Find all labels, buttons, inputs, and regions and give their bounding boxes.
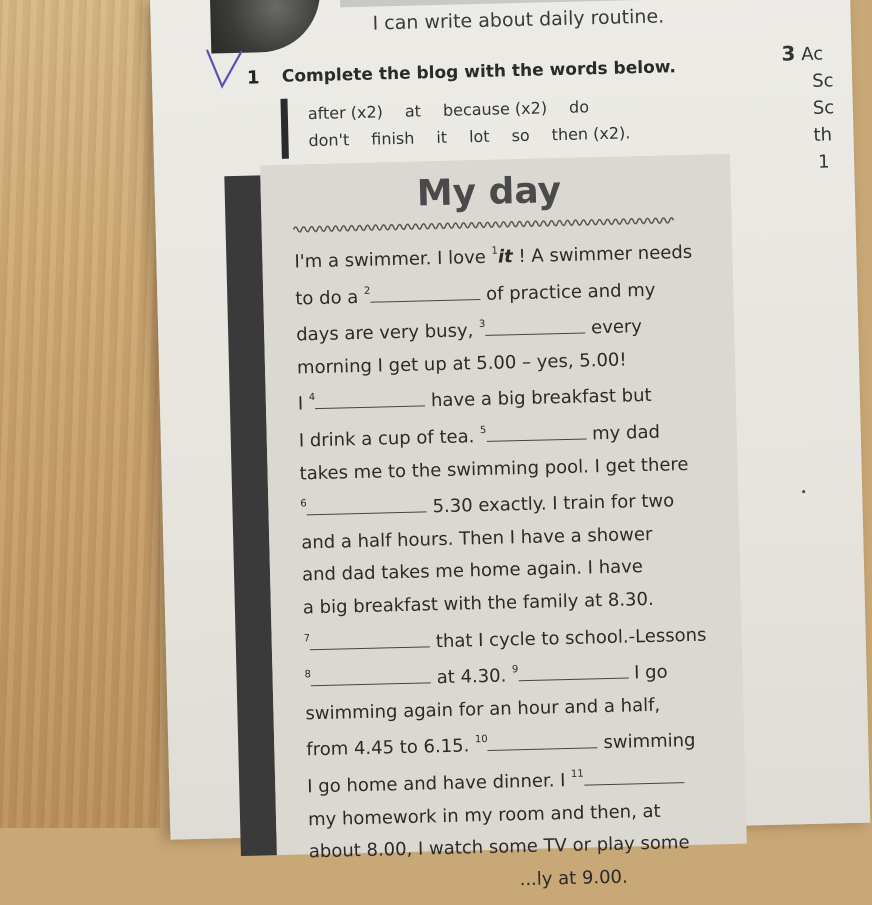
word: don't [308,130,350,151]
text: I go [633,661,668,684]
side-text: Sc [811,70,834,92]
text: swimming [603,730,696,754]
text: 5.30 exactly. I train for two [432,490,675,518]
text: days are very busy, [295,320,480,346]
word: so [511,125,530,146]
exercise-3-number: 3 [781,41,796,66]
side-text: 1 [817,151,830,173]
text: my dad [591,421,661,445]
blog-line: ...ly at 9.00. [519,866,628,890]
word: because (x2) [442,98,548,120]
blog-line: and dad takes me home again. I have [301,556,644,586]
gap-blank[interactable] [315,388,425,410]
gap-number: 10 [474,734,488,746]
text: I drink a cup of tea. [298,426,481,452]
word: at [404,101,422,121]
gap-number: 3 [478,319,486,331]
text: ! A swimmer needs [518,241,693,268]
blog-line: a big breakfast with the family at 8.30. [302,588,654,619]
ink-dot [802,490,805,493]
gap-blank[interactable] [307,494,427,516]
gap-number: 7 [303,632,311,644]
side-text: th [813,124,833,146]
blog-line: and a half hours. Then I have a shower [301,523,653,554]
blog-line: about 8.00, I watch some TV or play some [308,832,690,863]
gap-number: 1 [491,245,498,257]
word: it [436,127,448,148]
gap-blank[interactable] [487,730,597,752]
blog-line: swimming again for an hour and a half, [305,694,661,725]
word: lot [468,126,490,147]
text: that I cycle to school.-Lessons [435,624,707,652]
text: of practice and my [485,279,656,305]
text: I [297,393,310,415]
word-box [307,92,652,154]
blog-body [294,232,740,890]
text: have a big breakfast but [430,385,652,412]
wordbox-bar [280,99,288,159]
gap-number: 2 [363,285,371,297]
text: I'm a swimmer. I love [294,246,492,273]
handwritten-answer: it [497,246,513,268]
gap-blank[interactable] [310,628,430,650]
gap-number: 5 [479,424,487,437]
text: to do a [295,286,365,310]
gap-blank[interactable] [485,315,585,336]
gap-number: 4 [308,392,316,404]
wooden-table-background [0,0,160,828]
word: finish [370,128,415,149]
gap-number: 9 [511,664,519,676]
word: then (x2). [551,123,631,145]
exercise-number: 1 [246,67,260,89]
exercise-instruction: Complete the blog with the words below. [281,57,677,87]
lesson-objective: I can write about daily routine. [372,5,665,35]
text: at 4.30. [436,665,513,689]
word: do [568,97,590,117]
gap-blank[interactable] [311,664,431,686]
word: after (x2) [307,102,384,124]
gap-blank[interactable] [518,660,628,682]
text: from 4.45 to 6.15. [306,735,476,761]
photo-corner-image [209,0,321,54]
gap-blank[interactable] [486,420,586,441]
gap-number: 11 [570,768,584,780]
side-text: Sc [812,97,835,119]
side-text: Ac [800,43,824,66]
blog-line: my homework in my room and then, at [307,800,661,830]
text: every [590,316,643,339]
gap-blank[interactable] [584,764,684,785]
blog-line: morning I get up at 5.00 – yes, 5.00! [296,349,627,379]
blog-title: My day [416,170,562,215]
gap-number: 8 [304,669,312,681]
blog-line: takes me to the swimming pool. I get there [299,453,689,485]
gap-blank[interactable] [370,281,480,303]
text: I go home and have dinner. I [307,769,572,798]
next-exercise-column [781,39,836,176]
gap-number: 6 [300,498,307,510]
workbook-page [150,0,870,890]
